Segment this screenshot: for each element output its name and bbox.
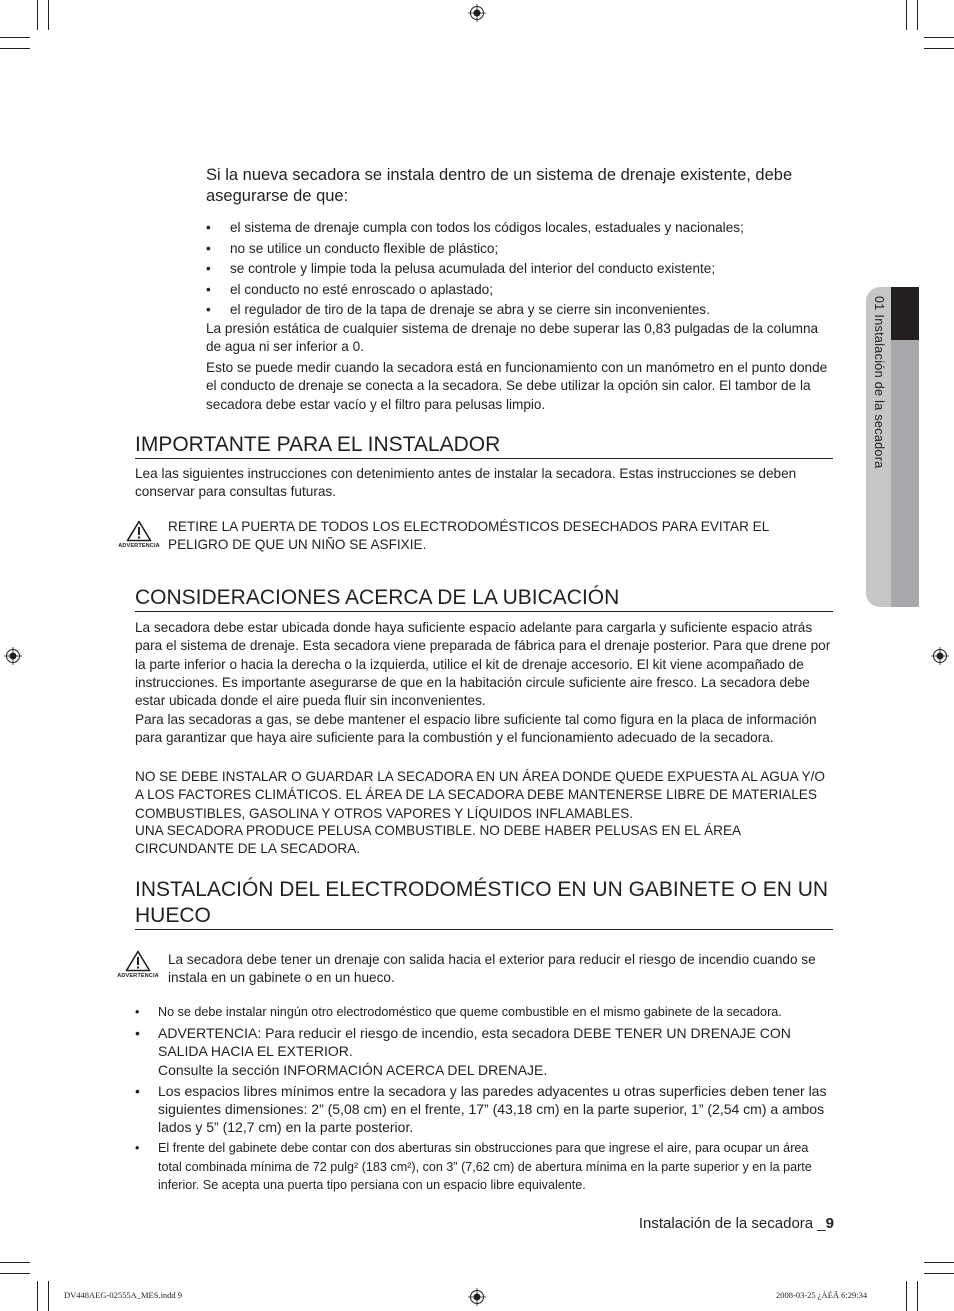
warning-label: ADVERTENCIA xyxy=(117,973,159,979)
crop-mark xyxy=(37,1281,38,1311)
side-tab-strip xyxy=(891,340,919,607)
crop-mark xyxy=(0,37,30,38)
list-item: • se controle y limpie toda la pelusa acumulada del interior del conducto existente; xyxy=(206,261,716,276)
intro-title: Si la nueva secadora se instala dentro de un sistema de drenaje existente, debe asegurarse de que: xyxy=(206,166,793,205)
list-item: • El frente del gabinete debe contar con dos aberturas sin obstrucciones para que ingrese el aire, para ocupar un área total combinada mínima de 72 pulg² (183 cm²), con 3” (7,62 cm) de abertura mínima en la parte superior y en la parte inferior. Se acepta una puerta tipo persiana con un espacio libre equivalente. xyxy=(135,1141,812,1192)
list-item: • No se debe instalar ningún otro electrodoméstico que queme combustible en el mismo gabinete de la secadora. xyxy=(135,1005,782,1019)
list-item: • no se utilice un conducto flexible de plástico; xyxy=(206,240,499,256)
warning-triangle-icon xyxy=(125,950,151,972)
crop-mark xyxy=(924,37,954,38)
crop-mark xyxy=(906,0,907,30)
heading-divider xyxy=(135,929,833,930)
crop-mark xyxy=(924,1262,954,1263)
page-footer xyxy=(639,1215,834,1232)
section-heading-importante: IMPORTANTE PARA EL INSTALADOR xyxy=(135,433,501,456)
footer-section: Instalación de la secadora _ xyxy=(638,1215,826,1232)
crop-mark xyxy=(917,0,918,30)
registration-mark-icon xyxy=(4,647,22,665)
intro-measure-paragraph: Esto se puede medir cuando la secadora está en funcionamiento con un manómetro en el punto donde el conducto de drenaje se conecta a la secadora. Se debe utilizar la opción sin calor. El tambor de la secadora debe estar vacío y el filtro para pelusas limpio. xyxy=(206,360,828,412)
warning-triangle-icon xyxy=(126,520,152,542)
registration-mark-icon xyxy=(468,4,486,22)
list-item: • ADVERTENCIA: Para reducir el riesgo de incendio, esta secadora DEBE TENER UN DRENAJE CON SALIDA HACIA EL EXTERIOR. Consulte la sección INFORMACIÓN ACERCA DEL DRENAJE. xyxy=(135,1025,791,1078)
crop-mark xyxy=(906,1281,907,1311)
ubicacion-paragraph-1: La secadora debe estar ubicada donde haya suficiente espacio adelante para cargarla y suficiente espacio atrás para el sistema de drenaje. Esta secadora viene preparada de fábrica para el drenaje posterior. Para que drene por la parte inferior o hacia la derecha o la izquierda, utilice el kit de drenaje accesorio. El kit viene acompañado de instrucciones. Es importante asegurarse de que en la habitación circule suficiente aire fresco. La secadora debe estar ubicada donde el aire pueda fluir sin inconvenientes. xyxy=(135,620,831,709)
list-item: • el regulador de tiro de la tapa de drenaje se abra y se cierre sin inconvenientes. xyxy=(206,302,710,317)
importante-warning-text: RETIRE LA PUERTA DE TODOS LOS ELECTRODOMÉSTICOS DESECHADOS PARA EVITAR EL PELIGRO DE QUE UN NIÑO SE ASFIXIE. xyxy=(168,519,769,553)
ubicacion-paragraph-2: Para las secadoras a gas, se debe mantener el espacio libre suficiente tal como figura en la placa de información para garantizar que haya aire suficiente para la combustión y el funcionamiento adecuado de la secadora. xyxy=(135,712,817,746)
warning-badge xyxy=(112,950,164,980)
instalacion-warning-text: La secadora debe tener un drenaje con salida hacia el exterior para reducir el riesgo de incendio cuando se instala en un gabinete o en un hueco. xyxy=(168,952,816,986)
heading-divider xyxy=(135,611,833,612)
crop-mark xyxy=(0,1262,30,1263)
date-slug: 2008-03-25 ¿ÀÈÄ 6:29:34 xyxy=(776,1290,868,1300)
registration-mark-icon xyxy=(468,1288,486,1306)
crop-mark xyxy=(48,1281,49,1311)
crop-mark xyxy=(924,48,954,49)
crop-mark xyxy=(924,1273,954,1274)
crop-mark xyxy=(0,1273,30,1274)
heading-divider xyxy=(135,458,833,459)
warning-label: ADVERTENCIA xyxy=(118,543,160,549)
file-slug: DV448AEG-02555A_MES.indd 9 xyxy=(64,1290,183,1300)
crop-mark xyxy=(917,1281,918,1311)
list-item: • el sistema de drenaje cumpla con todos los códigos locales, estaduales y nacionales; xyxy=(206,220,744,235)
list-item: • el conducto no esté enroscado o aplastado; xyxy=(206,281,494,297)
side-tab-marker xyxy=(891,287,919,340)
warning-badge xyxy=(113,520,165,550)
crop-mark xyxy=(48,0,49,30)
ubicacion-paragraph-4: UNA SECADORA PRODUCE PELUSA COMBUSTIBLE. NO DEBE HABER PELUSAS EN EL ÁREA CIRCUNDANTE DE LA SECADORA. xyxy=(135,823,741,857)
page-number: 9 xyxy=(825,1215,834,1232)
section-heading-ubicacion: CONSIDERACIONES ACERCA DE LA UBICACIÓN xyxy=(135,586,620,609)
intro-pressure-paragraph: La presión estática de cualquier sistema de drenaje no debe superar las 0,83 pulgadas de la columna de agua ni ser inferior a 0. xyxy=(206,321,819,355)
crop-mark xyxy=(0,48,30,49)
list-item: • Los espacios libres mínimos entre la secadora y las paredes adyacentes u otras superficies deben tener las siguientes dimensiones: 2” (5,08 cm) en el frente, 17” (43,18 cm) en la parte superior, 1” (2,54 cm) a ambos lados y 5” (12,7 cm) en la parte posterior. xyxy=(135,1082,827,1136)
crop-mark xyxy=(37,0,38,30)
side-tab-label: 01 Instalación de la secadora xyxy=(872,296,886,469)
instalacion-bullet-list xyxy=(135,1003,835,1197)
section-heading-instalacion: INSTALACIÓN DEL ELECTRODOMÉSTICO EN UN GABINETE O EN UN HUECO xyxy=(135,878,829,927)
registration-mark-icon xyxy=(931,647,949,665)
importante-paragraph: Lea las siguientes instrucciones con detenimiento antes de instalar la secadora. Estas instrucciones se deben conservar para consultas futuras. xyxy=(135,466,797,500)
intro-bullet-list xyxy=(206,218,836,321)
ubicacion-paragraph-3: NO SE DEBE INSTALAR O GUARDAR LA SECADORA EN UN ÁREA DONDE QUEDE EXPUESTA AL AGUA Y/O A LOS FACTORES CLIMÁTICOS. EL ÁREA DE LA SECADORA DEBE MANTENERSE LIBRE DE MATERIALES COMBUSTIBLES, GASOLINA Y OTROS VAPORES Y LÍQUIDOS INFLAMABLES. xyxy=(135,769,825,821)
